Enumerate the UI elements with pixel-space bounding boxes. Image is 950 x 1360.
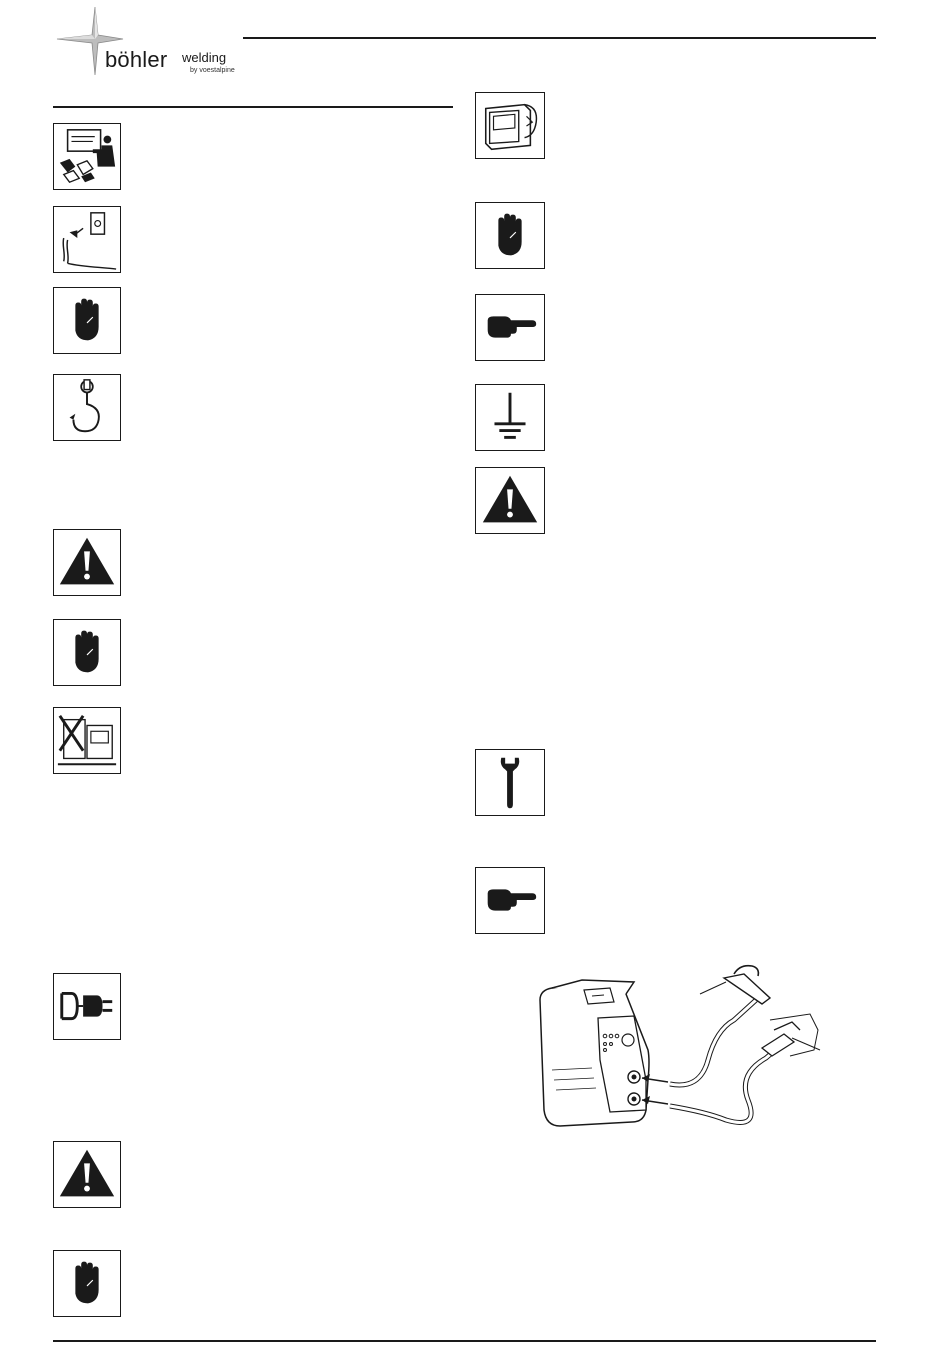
- unplug-socket-icon: [53, 206, 121, 273]
- machine-housing-icon: [475, 92, 545, 159]
- pointing-hand-icon: [475, 294, 545, 361]
- power-plug-icon: [53, 973, 121, 1040]
- no-stacking-icon: [53, 707, 121, 774]
- wrench-icon: [475, 749, 545, 816]
- brand-suffix: welding: [182, 50, 227, 65]
- stop-hand-icon: [53, 1250, 121, 1317]
- pointing-hand-icon: [475, 867, 545, 934]
- stop-hand-icon: [53, 287, 121, 354]
- warning-triangle-icon: [475, 467, 545, 534]
- warning-triangle-icon: [53, 1141, 121, 1208]
- stop-hand-icon: [475, 202, 545, 269]
- ground-symbol-icon: [475, 384, 545, 451]
- read-manual-icon: [53, 123, 121, 190]
- brand-main: böhler: [105, 47, 168, 72]
- footer-rule: [53, 1340, 876, 1342]
- welding-machine-connection-illustration: [530, 960, 830, 1160]
- warning-triangle-icon: [53, 529, 121, 596]
- brand-sub: by voestalpine: [190, 67, 235, 74]
- boehler-welding-logo: [55, 5, 255, 75]
- lifting-hook-icon: [53, 374, 121, 441]
- stop-hand-icon: [53, 619, 121, 686]
- header-rule: [243, 37, 876, 39]
- section-rule: [53, 106, 453, 108]
